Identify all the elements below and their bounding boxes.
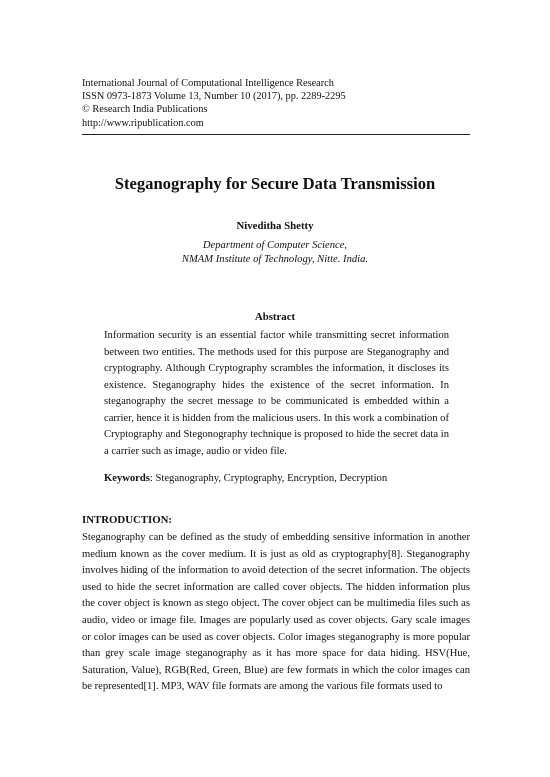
keywords-list: : Steganography, Cryptography, Encryption, Decryption	[149, 473, 388, 484]
abstract-heading: Abstract	[254, 311, 296, 323]
journal-header	[82, 77, 470, 130]
introduction-text: Steganography can be defined as the study of embedding sensitive information in another medium known as the cover medium. It is just as old as cryptography[8]. Steganography involves hiding of the information to avoid detection of the secret information. The objects used to hide the secret information are called cover objects. The hidden information plus the cover object is known as stego object. The cover object can be multimedia files such as audio, video or image file. Images are popularly used as cover objects. Gary scale images or color images can be used as cover objects. Color images steganography is more popular than grey scale image steganography as it has more space for data hiding. HSV(Hue, Saturation, Value), RGB(Red, Green, Blue) are few formats in which the color images can be represented[1]. MP3, WAV file formats are among the various file formats used to	[82, 532, 470, 693]
introduction-heading: INTRODUCTION:	[82, 514, 172, 526]
journal-name: International Journal of Computational Intelligence Research	[82, 78, 334, 89]
issn-line: ISSN 0973-1873 Volume 13, Number 10 (2017), pp. 2289-2295	[82, 91, 346, 103]
paper-title: Steganography for Secure Data Transmission	[114, 174, 436, 193]
publisher-line: © Research India Publications	[82, 104, 208, 116]
publisher-url[interactable]: http://www.ripublication.com	[82, 117, 204, 129]
author-institute: NMAM Institute of Technology, Nitte. India.	[181, 254, 369, 265]
author-name: Niveditha Shetty	[236, 220, 314, 232]
author-department: Department of Computer Science,	[202, 240, 348, 251]
keywords-line	[104, 472, 449, 486]
abstract-text: Information security is an essential factor while transmitting secret information between two entities. The methods used for this purpose are Steganography and cryptography. Although Cryptography scrambles the information, it discloses its existence. Steganography hides the existence of the secret information. In steganography the secret message to be communicated is embedded within a carrier, hence it is hidden from the malicious users. In this work a combination of Cryptography and Stegonography technique is proposed to hide the secret data in a carrier such as image, audio or video file.	[104, 330, 449, 457]
header-divider	[82, 134, 470, 135]
keywords-label: Keywords	[104, 473, 150, 484]
